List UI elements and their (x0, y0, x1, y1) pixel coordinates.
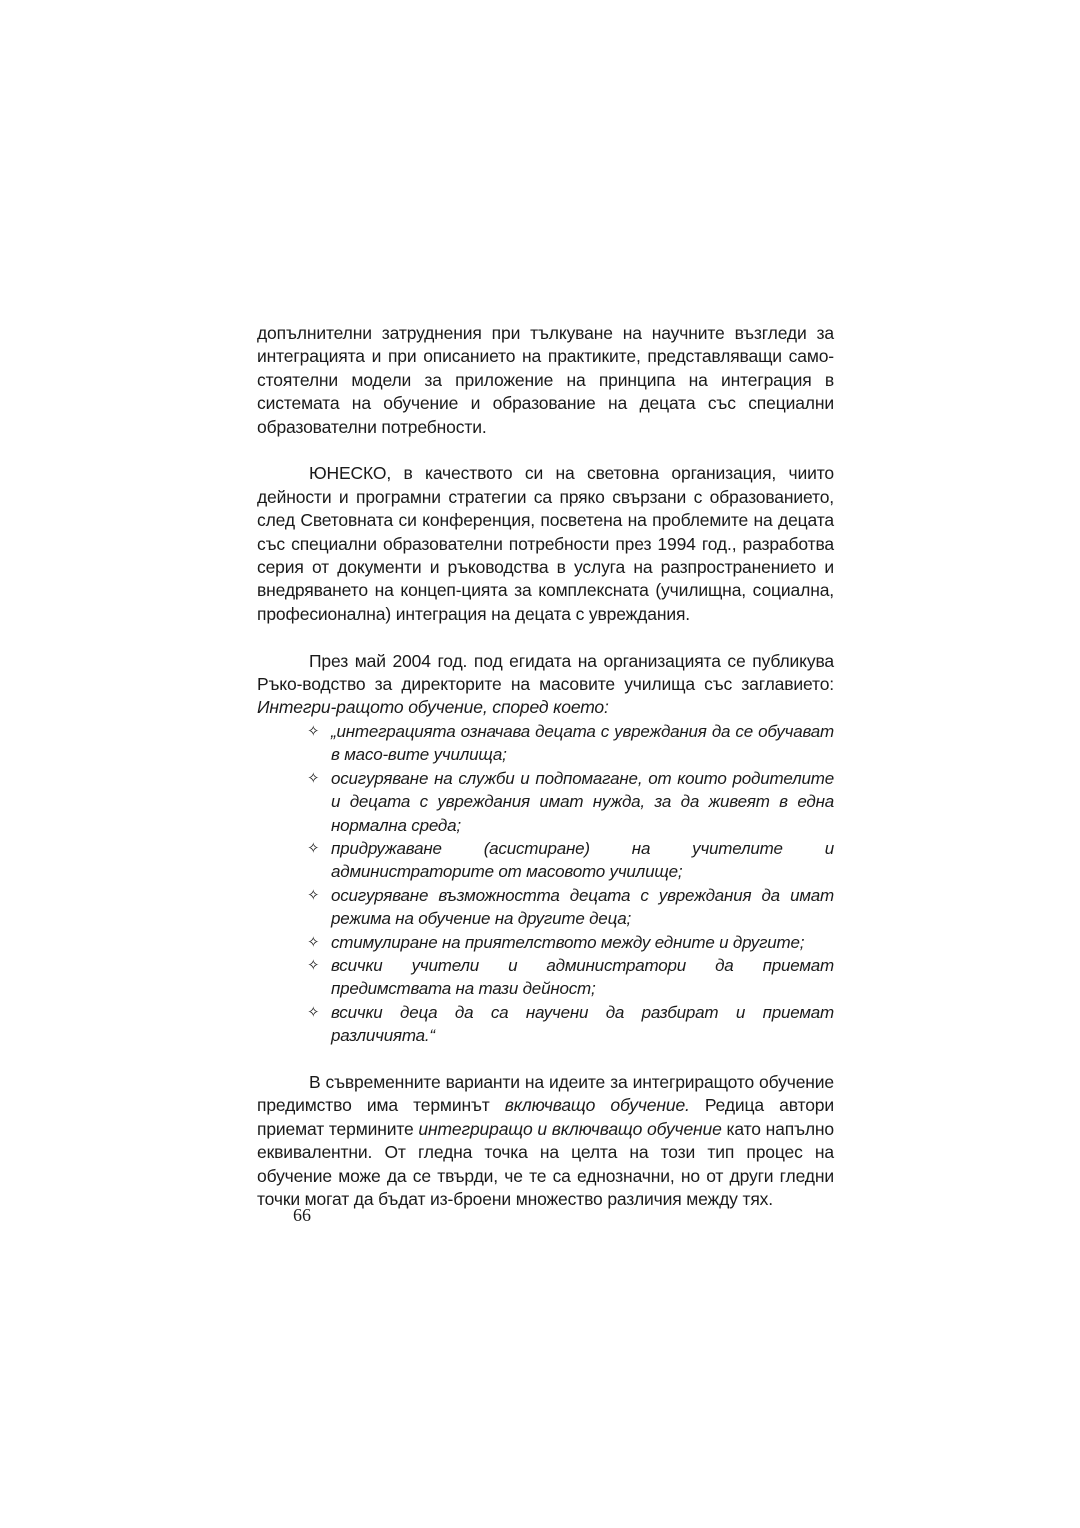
list-item-text: всички учители и администратори да приемат предимствата на тази дейност; (331, 955, 834, 999)
list-item (307, 931, 834, 954)
star-bullet-icon: ✧ (307, 722, 320, 740)
list-item-text: стимулиране на приятелството между едните и другите; (331, 932, 805, 952)
bullet-list (257, 720, 834, 1048)
paragraph-inclusive-b: включващо обучение. (504, 1095, 690, 1116)
paragraph-inclusive (257, 1071, 834, 1211)
paragraph-gap (257, 1048, 834, 1071)
list-item-text: „интеграцията означава децата с увреждания да се обучават в масо-вите училища; (331, 721, 834, 765)
list-item (307, 884, 834, 931)
paragraph-inclusive-c: Редица автори приемат термините (257, 1095, 834, 1139)
star-bullet-icon: ✧ (307, 1003, 320, 1021)
star-bullet-icon: ✧ (307, 769, 320, 787)
paragraph-guide-text: През май 2004 год. под егидата на организацията се публикува Ръко-водство за директорите на масовите училища със заглавието: (257, 650, 834, 695)
list-item-text: придружаване (асистиране) на учителите и администраторите от масовото училище; (331, 838, 834, 882)
paragraph-gap (257, 626, 834, 649)
list-item-text: осигуряване на служби и подпомагане, от които родителите и децата с увреждания имат нужда, за да живеят в една нормална среда; (331, 768, 834, 835)
page-number: 66 (293, 1205, 311, 1225)
list-item-text: осигуряване възможността децата с увреждания да имат режима на обучение на другите деца; (331, 885, 834, 929)
paragraph-1: допълнителни затруднения при тълкуване на научните възгледи за интеграцията и при описанието на практиките, представляващи само-стоятелни модели за приложение на принципа на интеграция в системата на обучение и образование на децата със специални образователни потребности. (257, 323, 834, 437)
page-body (257, 322, 834, 1211)
list-item (307, 954, 834, 1001)
list-item (307, 720, 834, 767)
paragraph-guide (257, 650, 834, 720)
paragraph-gap (257, 439, 834, 462)
paragraph-inclusive-a: В съвременните варианти на идеите за интегриращото обучение предимство има терминът (257, 1071, 834, 1116)
paragraph-guide-italic: Интегри-ращото обучение, според което: (257, 697, 609, 718)
paragraph-unesco: ЮНЕСКО, в качеството си на световна организация, чиито дейности и програмни стратегии са пряко свързани с образованието, след Световната си конференция, посветена на проблемите на децата със специални образователни потребности през 1994 год., разработва серия от документи и ръководства в услуга на разпространението и внедряването на концеп-цията за комплексната (училищна, социална, професионална) интеграция на децата с увреждания. (257, 463, 834, 624)
list-item (307, 1001, 834, 1048)
star-bullet-icon: ✧ (307, 956, 320, 974)
paragraph-inclusive-d: интегриращо и включващо обучение (418, 1118, 722, 1139)
paragraph-inclusive-e: като напълно еквивалентни. От гледна точка на целта на този тип процес на обучение може да се твърди, че те са еднозначни, но от други гледни точки могат да бъдат из-броени множество различия между тях. (257, 1118, 835, 1209)
list-item (307, 837, 834, 884)
list-item (307, 767, 834, 837)
star-bullet-icon: ✧ (307, 933, 320, 951)
star-bullet-icon: ✧ (307, 886, 320, 904)
star-bullet-icon: ✧ (307, 839, 320, 857)
list-item-text: всички деца да са научени да разбират и приемат различията.“ (331, 1002, 834, 1046)
